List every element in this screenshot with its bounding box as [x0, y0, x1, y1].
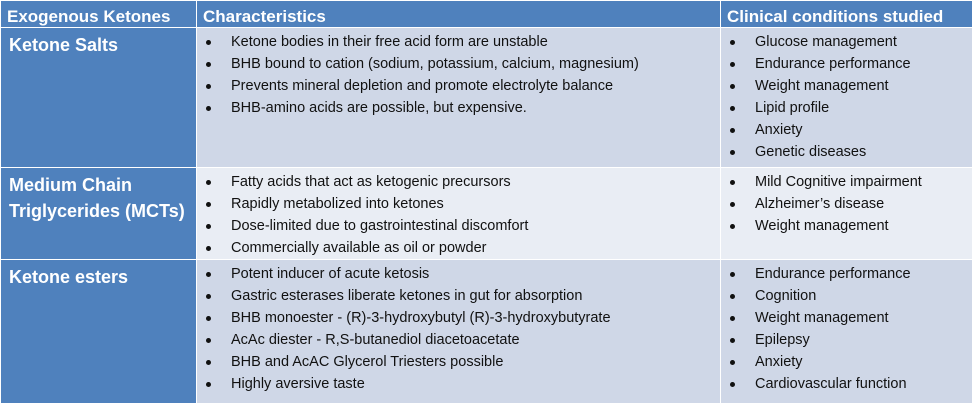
list-item: BHB bound to cation (sodium, potassium, calcium, magnesium)	[197, 53, 720, 75]
list-item: Fatty acids that act as ketogenic precursors	[197, 171, 720, 193]
table-row-ketone-esters	[1, 260, 972, 404]
bullet-icon	[730, 84, 735, 89]
list-item: Commercially available as oil or powder	[197, 237, 720, 259]
bullet-icon	[206, 246, 211, 251]
bullet-icon	[206, 224, 211, 229]
bullet-icon	[206, 62, 211, 67]
characteristics-cell	[197, 168, 721, 260]
list-item: Glucose management	[721, 31, 972, 53]
list-item: Genetic diseases	[721, 141, 972, 163]
characteristics-list	[197, 260, 720, 395]
conditions-cell	[721, 168, 972, 260]
list-item: Epilepsy	[721, 329, 972, 351]
list-item: Prevents mineral depletion and promote electrolyte balance	[197, 75, 720, 97]
list-item: Cardiovascular function	[721, 373, 972, 395]
list-item: Alzheimer’s disease	[721, 193, 972, 215]
table-row-mcts	[1, 168, 972, 260]
header-characteristics: Characteristics	[197, 1, 721, 28]
bullet-icon	[730, 180, 735, 185]
list-item: Cognition	[721, 285, 972, 307]
list-item: Mild Cognitive impairment	[721, 171, 972, 193]
row-label-ketone-salts: Ketone Salts	[1, 28, 197, 168]
bullet-icon	[730, 316, 735, 321]
bullet-icon	[730, 106, 735, 111]
bullet-icon	[206, 338, 211, 343]
bullet-icon	[206, 40, 211, 45]
conditions-cell	[721, 28, 972, 168]
conditions-list	[721, 28, 972, 163]
list-item: Weight management	[721, 307, 972, 329]
bullet-icon	[730, 202, 735, 207]
row-label-ketone-esters: Ketone esters	[1, 260, 197, 404]
list-item: Dose-limited due to gastrointestinal discomfort	[197, 215, 720, 237]
list-item: BHB monoester - (R)-3-hydroxybutyl (R)-3-hydroxybutyrate	[197, 307, 720, 329]
bullet-icon	[730, 128, 735, 133]
bullet-icon	[730, 382, 735, 387]
list-item: Weight management	[721, 215, 972, 237]
list-item: Weight management	[721, 75, 972, 97]
bullet-icon	[206, 272, 211, 277]
characteristics-cell	[197, 28, 721, 168]
row-label-mcts: Medium Chain Triglycerides (MCTs)	[1, 168, 197, 260]
bullet-icon	[206, 360, 211, 365]
bullet-icon	[730, 272, 735, 277]
bullet-icon	[730, 360, 735, 365]
bullet-icon	[206, 106, 211, 111]
bullet-icon	[730, 40, 735, 45]
bullet-icon	[730, 224, 735, 229]
list-item: Endurance performance	[721, 263, 972, 285]
conditions-list	[721, 168, 972, 237]
list-item: BHB and AcAC Glycerol Triesters possible	[197, 351, 720, 373]
bullet-icon	[206, 180, 211, 185]
list-item: Lipid profile	[721, 97, 972, 119]
bullet-icon	[730, 294, 735, 299]
bullet-icon	[206, 382, 211, 387]
header-exogenous-ketones: Exogenous Ketones	[1, 1, 197, 28]
list-item: Ketone bodies in their free acid form are unstable	[197, 31, 720, 53]
list-item: Anxiety	[721, 351, 972, 373]
list-item: Highly aversive taste	[197, 373, 720, 395]
bullet-icon	[730, 150, 735, 155]
bullet-icon	[730, 338, 735, 343]
bullet-icon	[206, 84, 211, 89]
list-item: Gastric esterases liberate ketones in gut for absorption	[197, 285, 720, 307]
header-clinical-conditions: Clinical conditions studied	[721, 1, 972, 28]
conditions-cell	[721, 260, 972, 404]
bullet-icon	[206, 294, 211, 299]
list-item: Potent inducer of acute ketosis	[197, 263, 720, 285]
characteristics-cell	[197, 260, 721, 404]
characteristics-list	[197, 168, 720, 259]
table-row-ketone-salts	[1, 28, 972, 168]
list-item: AcAc diester - R,S-butanediol diacetoacetate	[197, 329, 720, 351]
header-row	[1, 1, 972, 28]
list-item: Anxiety	[721, 119, 972, 141]
list-item: Endurance performance	[721, 53, 972, 75]
bullet-icon	[730, 62, 735, 67]
list-item: Rapidly metabolized into ketones	[197, 193, 720, 215]
conditions-list	[721, 260, 972, 395]
bullet-icon	[206, 316, 211, 321]
bullet-icon	[206, 202, 211, 207]
characteristics-list	[197, 28, 720, 119]
list-item: BHB-amino acids are possible, but expensive.	[197, 97, 720, 119]
